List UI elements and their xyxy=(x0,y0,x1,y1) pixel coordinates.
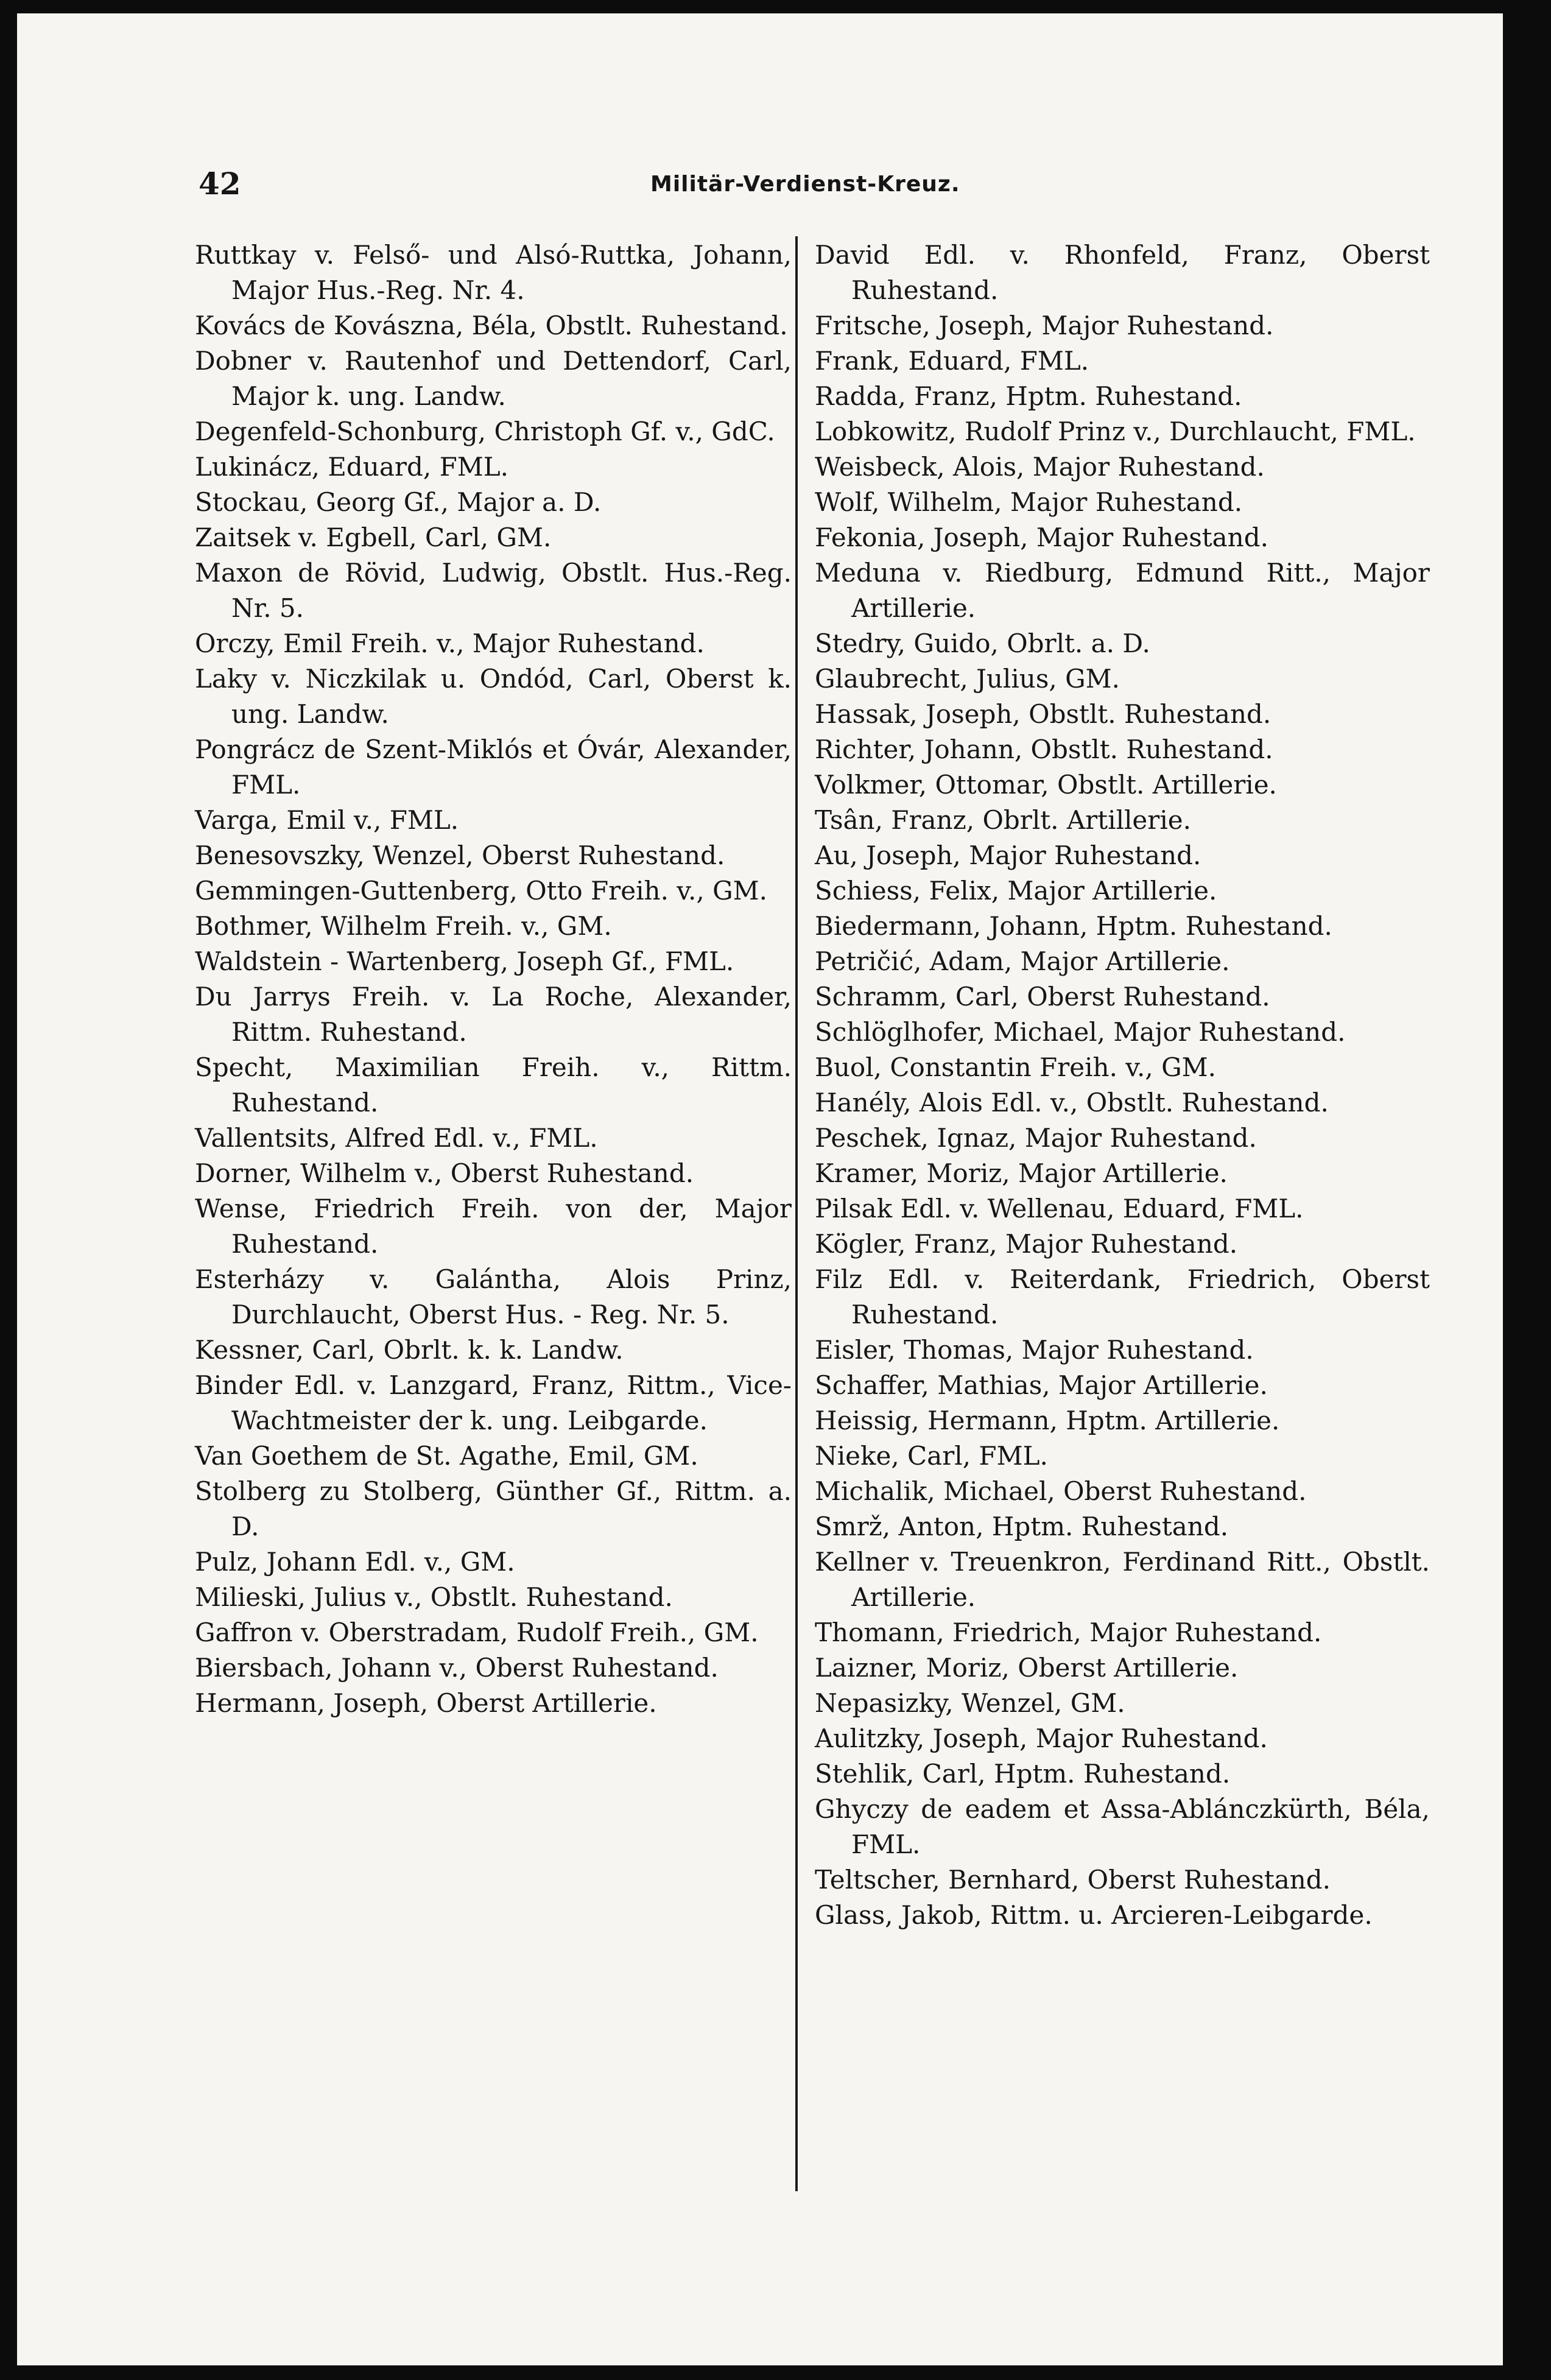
list-entry: Nieke, Carl, FML. xyxy=(815,1441,1048,1471)
list-entry: Esterházy v. Galántha, Alois Prinz, Durchlaucht, Oberst Hus. - Reg. Nr. 5. xyxy=(195,1264,792,1329)
list-entry: Schiess, Felix, Major Artillerie. xyxy=(815,876,1217,906)
list-entry: Glass, Jakob, Rittm. u. Arcieren-Leibgarde. xyxy=(815,1900,1373,1930)
right-column xyxy=(815,238,1430,1933)
list-entry: Kovács de Kovászna, Béla, Obstlt. Ruhestand. xyxy=(195,311,788,340)
list-entry: Ghyczy de eadem et Assa-Ablánczkürth, Béla, FML. xyxy=(815,1794,1430,1859)
list-entry: Maxon de Rövid, Ludwig, Obstlt. Hus.-Reg. Nr. 5. xyxy=(195,558,792,623)
list-entry: Stolberg zu Stolberg, Günther Gf., Rittm. a. D. xyxy=(195,1476,792,1541)
list-entry: Zaitsek v. Egbell, Carl, GM. xyxy=(195,523,552,552)
list-entry: Laky v. Niczkilak u. Ondód, Carl, Oberst k. ung. Landw. xyxy=(195,664,792,729)
page-number: 42 xyxy=(199,166,241,202)
list-entry: Gaffron v. Oberstradam, Rudolf Freih., GM. xyxy=(195,1618,759,1647)
list-entry: Buol, Constantin Freih. v., GM. xyxy=(815,1052,1216,1082)
list-entry: Vallentsits, Alfred Edl. v., FML. xyxy=(195,1123,598,1153)
list-entry: Richter, Johann, Obstlt. Ruhestand. xyxy=(815,734,1273,764)
list-entry: Tsân, Franz, Obrlt. Artillerie. xyxy=(815,805,1192,835)
list-entry: Kessner, Carl, Obrlt. k. k. Landw. xyxy=(195,1335,624,1365)
list-entry: Gemmingen-Guttenberg, Otto Freih. v., GM. xyxy=(195,876,767,906)
list-entry: Glaubrecht, Julius, GM. xyxy=(815,664,1120,694)
list-entry: Aulitzky, Joseph, Major Ruhestand. xyxy=(815,1723,1268,1753)
list-entry: Degenfeld-Schonburg, Christoph Gf. v., GdC. xyxy=(195,417,775,446)
list-entry: Bothmer, Wilhelm Freih. v., GM. xyxy=(195,911,612,941)
list-entry: Kellner v. Treuenkron, Ferdinand Ritt., Obstlt. Artillerie. xyxy=(815,1547,1430,1612)
list-entry: Schaffer, Mathias, Major Artillerie. xyxy=(815,1370,1268,1400)
running-head: Militär-Verdienst-Kreuz. xyxy=(650,172,960,197)
list-entry: David Edl. v. Rhonfeld, Franz, Oberst Ruhestand. xyxy=(815,240,1430,305)
list-entry: Benesovszky, Wenzel, Oberst Ruhestand. xyxy=(195,840,725,870)
list-entry: Lobkowitz, Rudolf Prinz v., Durchlaucht, FML. xyxy=(815,417,1416,446)
list-entry: Stedry, Guido, Obrlt. a. D. xyxy=(815,628,1150,658)
list-entry: Frank, Eduard, FML. xyxy=(815,346,1089,376)
list-entry: Stockau, Georg Gf., Major a. D. xyxy=(195,487,602,517)
list-entry: Hermann, Joseph, Oberst Artillerie. xyxy=(195,1688,657,1718)
list-entry: Laizner, Moriz, Oberst Artillerie. xyxy=(815,1653,1239,1683)
list-entry: Weisbeck, Alois, Major Ruhestand. xyxy=(815,452,1265,482)
list-entry: Dorner, Wilhelm v., Oberst Ruhestand. xyxy=(195,1158,694,1188)
list-entry: Eisler, Thomas, Major Ruhestand. xyxy=(815,1335,1254,1365)
list-entry: Pongrácz de Szent-Miklós et Óvár, Alexander, FML. xyxy=(195,734,792,800)
list-entry: Dobner v. Rautenhof und Dettendorf, Carl, Major k. ung. Landw. xyxy=(195,346,792,411)
list-entry: Lukinácz, Eduard, FML. xyxy=(195,452,508,482)
list-entry: Binder Edl. v. Lanzgard, Franz, Rittm., Vice-Wachtmeister der k. ung. Leibgarde. xyxy=(195,1370,792,1435)
list-entry: Hassak, Joseph, Obstlt. Ruhestand. xyxy=(815,699,1271,729)
list-entry: Varga, Emil v., FML. xyxy=(195,805,459,835)
list-entry: Filz Edl. v. Reiterdank, Friedrich, Oberst Ruhestand. xyxy=(815,1264,1430,1329)
list-entry: Schlöglhofer, Michael, Major Ruhestand. xyxy=(815,1017,1346,1047)
list-entry: Thomann, Friedrich, Major Ruhestand. xyxy=(815,1618,1322,1647)
list-entry: Au, Joseph, Major Ruhestand. xyxy=(815,840,1201,870)
list-entry: Biedermann, Johann, Hptm. Ruhestand. xyxy=(815,911,1332,941)
list-entry: Ruttkay v. Felső- und Alsó-Ruttka, Johann, Major Hus.-Reg. Nr. 4. xyxy=(195,240,792,305)
list-entry: Michalik, Michael, Oberst Ruhestand. xyxy=(815,1476,1307,1506)
list-entry: Wense, Friedrich Freih. von der, Major Ruhestand. xyxy=(195,1194,792,1259)
list-entry: Milieski, Julius v., Obstlt. Ruhestand. xyxy=(195,1582,673,1612)
list-entry: Volkmer, Ottomar, Obstlt. Artillerie. xyxy=(815,770,1277,800)
book-page xyxy=(17,13,1503,2365)
list-entry: Petričić, Adam, Major Artillerie. xyxy=(815,946,1230,976)
list-entry: Orczy, Emil Freih. v., Major Ruhestand. xyxy=(195,628,705,658)
list-entry: Nepasizky, Wenzel, GM. xyxy=(815,1688,1125,1718)
list-entry: Schramm, Carl, Oberst Ruhestand. xyxy=(815,982,1270,1012)
list-entry: Stehlik, Carl, Hptm. Ruhestand. xyxy=(815,1759,1231,1789)
list-entry: Biersbach, Johann v., Oberst Ruhestand. xyxy=(195,1653,719,1683)
list-entry: Kramer, Moriz, Major Artillerie. xyxy=(815,1158,1228,1188)
list-entry: Pilsak Edl. v. Wellenau, Eduard, FML. xyxy=(815,1194,1304,1223)
list-entry: Kögler, Franz, Major Ruhestand. xyxy=(815,1229,1238,1259)
list-entry: Fekonia, Joseph, Major Ruhestand. xyxy=(815,523,1268,552)
list-entry: Peschek, Ignaz, Major Ruhestand. xyxy=(815,1123,1257,1153)
list-entry: Teltscher, Bernhard, Oberst Ruhestand. xyxy=(815,1865,1331,1895)
list-entry: Du Jarrys Freih. v. La Roche, Alexander, Rittm. Ruhestand. xyxy=(195,982,792,1047)
list-entry: Specht, Maximilian Freih. v., Rittm. Ruhestand. xyxy=(195,1052,792,1118)
list-entry: Hanély, Alois Edl. v., Obstlt. Ruhestand. xyxy=(815,1088,1329,1118)
list-entry: Waldstein - Wartenberg, Joseph Gf., FML. xyxy=(195,946,734,976)
list-entry: Meduna v. Riedburg, Edmund Ritt., Major Artillerie. xyxy=(815,558,1430,623)
list-entry: Wolf, Wilhelm, Major Ruhestand. xyxy=(815,487,1243,517)
list-entry: Pulz, Johann Edl. v., GM. xyxy=(195,1547,515,1577)
column-divider xyxy=(795,236,798,2191)
list-entry: Van Goethem de St. Agathe, Emil, GM. xyxy=(195,1441,698,1471)
list-entry: Fritsche, Joseph, Major Ruhestand. xyxy=(815,311,1274,340)
list-entry: Heissig, Hermann, Hptm. Artillerie. xyxy=(815,1406,1280,1435)
left-column xyxy=(195,238,792,1721)
list-entry: Radda, Franz, Hptm. Ruhestand. xyxy=(815,381,1242,411)
list-entry: Smrž, Anton, Hptm. Ruhestand. xyxy=(815,1512,1229,1541)
